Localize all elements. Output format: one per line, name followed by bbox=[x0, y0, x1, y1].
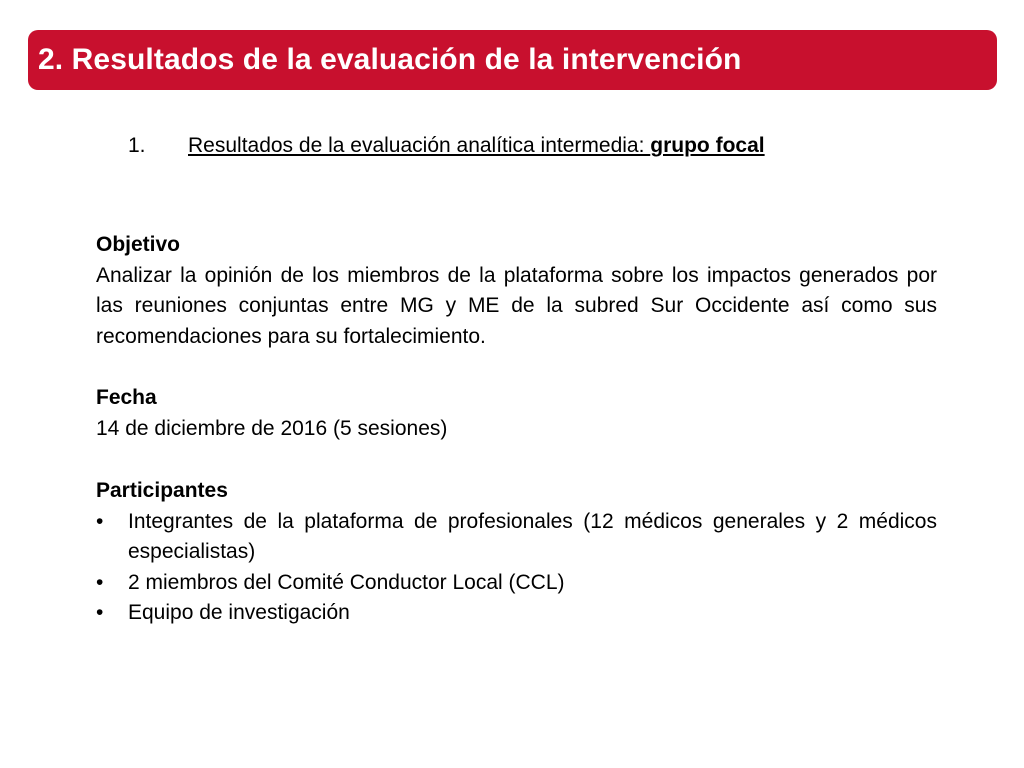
fecha-section bbox=[96, 383, 937, 444]
slide-title: 2. Resultados de la evaluación de la intervención bbox=[38, 43, 742, 76]
numbered-subtitle bbox=[128, 130, 765, 162]
list-item-text: Integrantes de la plataforma de profesionales (12 médicos generales y 2 médicos especialistas) bbox=[128, 509, 937, 563]
bullet-icon: • bbox=[96, 601, 104, 624]
objetivo-section bbox=[96, 230, 937, 352]
subtitle-bold-text: grupo focal bbox=[650, 134, 765, 157]
objetivo-text: Analizar la opinión de los miembros de la plataforma sobre los impactos generados por las reuniones conjuntas entre MG y ME de la subred Sur Occidente así como sus recomendaciones para su fortalecimiento. bbox=[96, 263, 937, 348]
subtitle-number: 1. bbox=[128, 134, 146, 157]
bullet-icon: • bbox=[96, 570, 104, 594]
objetivo-heading: Objetivo bbox=[96, 233, 181, 256]
participantes-section bbox=[96, 476, 937, 629]
bullet-icon: • bbox=[96, 509, 104, 533]
participantes-heading: Participantes bbox=[96, 479, 228, 502]
list-item-text: 2 miembros del Comité Conductor Local (CCL) bbox=[128, 570, 565, 594]
title-bar bbox=[28, 30, 997, 90]
fecha-text: 14 de diciembre de 2016 (5 sesiones) bbox=[96, 416, 448, 440]
fecha-heading: Fecha bbox=[96, 386, 157, 409]
list-item bbox=[96, 598, 937, 629]
participantes-list bbox=[96, 507, 937, 629]
list-item-text: Equipo de investigación bbox=[128, 601, 350, 624]
list-item bbox=[96, 507, 937, 568]
subtitle-text: Resultados de la evaluación analítica intermedia: bbox=[188, 134, 651, 157]
list-item bbox=[96, 568, 937, 599]
